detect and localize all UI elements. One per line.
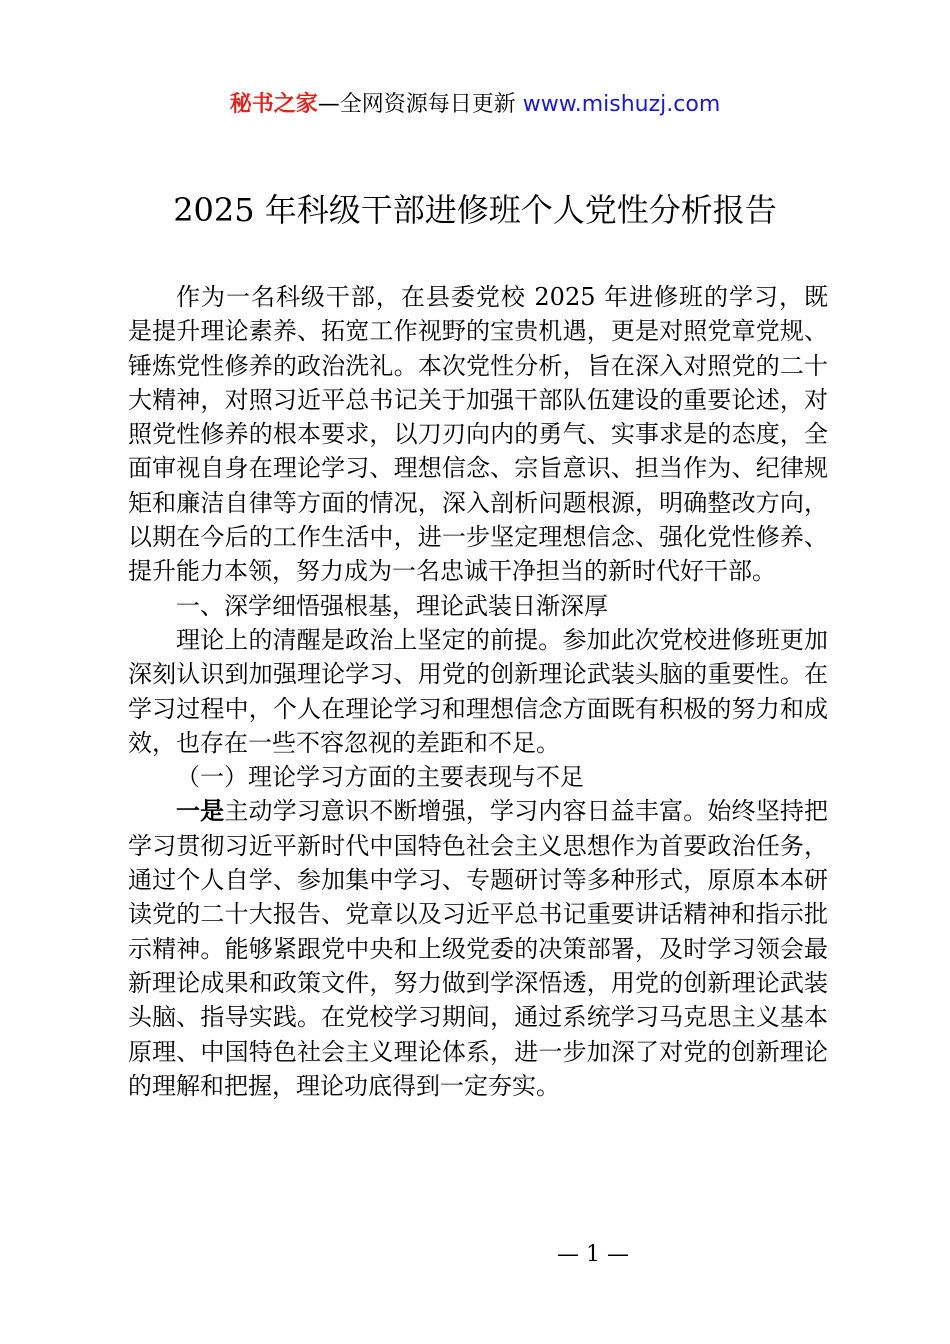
document-title: 2025 年科级干部进修班个人党性分析报告 xyxy=(173,191,777,229)
site-tagline: —全网资源每日更新 xyxy=(317,92,523,117)
section-1-heading: 一、深学细悟强根基，理论武装日渐深厚 xyxy=(176,591,608,620)
section-1-paragraph: 理论上的清醒是政治上坚定的前提。参加此次党校进修班更加深刻认识到加强理论学习、用党的创新理论武装头脑的重要性。在学习过程中，个人在理论学习和理想信念方面既有积极的努力和成效，也存在一些不容忽视的差距和不足。 xyxy=(128,625,828,757)
site-brand: 秘书之家 xyxy=(229,92,318,117)
intro-paragraph: 作为一名科级干部，在县委党校 2025 年进修班的学习，既是提升理论素养、拓宽工作视野的宝贵机遇，更是对照党章党规、锤炼党性修养的政治洗礼。本次党性分析，旨在深入对照党的二十大精神，对照习近平总书记关于加强干部队伍建设的重要论述，对照党性修养的根本要求，以刀刃向内的勇气、实事求是的态度，全面审视自身在理论学习、理想信念、宗旨意识、担当作为、纪律规矩和廉洁自律等方面的情况，深入剖析问题根源，明确整改方向，以期在今后的工作生活中，进一步坚定理想信念、强化党性修养、提升能力本领，努力成为一名忠诚干净担当的新时代好干部。 xyxy=(128,283,828,586)
document-body xyxy=(128,280,828,1103)
point-1-paragraph xyxy=(128,794,828,1103)
point-1-lead: 一是 xyxy=(176,796,225,826)
site-url-link[interactable]: www.mishuzj.com xyxy=(522,92,721,117)
page-number: — 1 — xyxy=(557,1242,629,1267)
subsection-1-heading: （一）理论学习方面的主要表现与不足 xyxy=(176,763,584,792)
site-header xyxy=(0,90,950,120)
point-1-body: 主动学习意识不断增强，学习内容日益丰富。始终坚持把学习贯彻习近平新时代中国特色社会主义思想作为首要政治任务，通过个人自学、参加集中学习、专题研讨等多种形式，原原本本研读党的二十大报告、党章以及习近平总书记重要讲话精神和指示批示精神。能够紧跟党中央和上级党委的决策部署，及时学习领会最新理论成果和政策文件，努力做到学深悟透，用党的创新理论武装头脑、指导实践。在党校学习期间，通过系统学习马克思主义基本原理、中国特色社会主义理论体系，进一步加深了对党的创新理论的理解和把握，理论功底得到一定夯实。 xyxy=(128,797,829,1100)
